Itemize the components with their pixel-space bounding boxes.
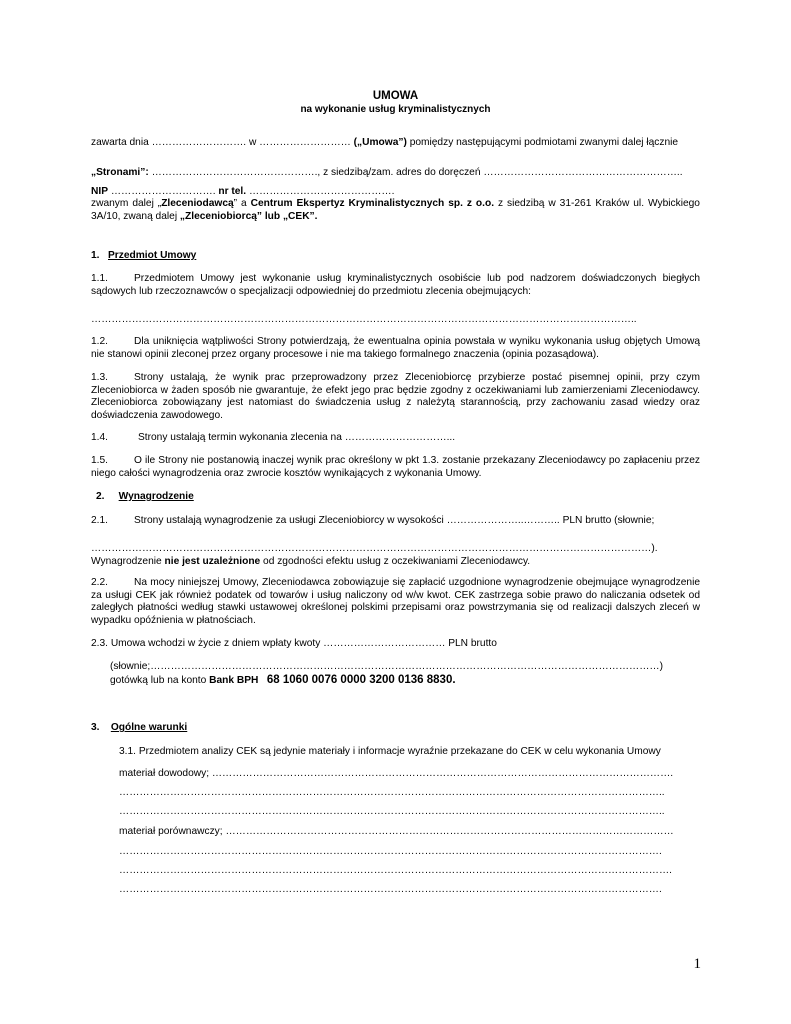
bank-name: Bank BPH [209, 675, 259, 686]
section-number: 2. [96, 491, 105, 502]
paragraph-1-1-blank-line: …………………………………………………………………………………………………………………………………………….. [91, 314, 637, 325]
zleceniobiorca-term: „Zleceniobiorcą” lub „CEK”. [179, 210, 318, 222]
paragraph-number: 1.1. [91, 273, 108, 284]
paragraph-1-3 [91, 372, 700, 422]
section-number: 1. [91, 250, 100, 261]
section-title: Ogólne warunki [110, 722, 188, 733]
paragraph-1-5 [91, 455, 700, 480]
paragraph-text: Na mocy niniejszej Umowy, Zleceniodawca zobowiązuje się zapłacić uzgodnione wynagrodzenie obejmujące wynagrodzenie za usługi CEK jak również podatek od towarów i usług naliczony od w/w kwot. CEK zastrzega sobie prawo do naliczania odsetek od zaległych płatności według stawki ustawowej określonej polskimi przepisami oraz powstrzymania się od realizacji dalszych zleceń w wypadku opóźnienia w płatnościach. [91, 577, 700, 626]
intro-parties-definition [91, 198, 700, 223]
phone-field: ……………………………………. [246, 186, 395, 197]
paragraph-2-1-blank-line: …………………………………………………………………………………………………………………………………………………). [91, 543, 658, 554]
paragraph-1-2 [91, 336, 700, 361]
paragraph-2-2 [91, 577, 700, 627]
note-text: Wynagrodzenie [91, 556, 165, 567]
section-title: Przedmiot Umowy [108, 250, 197, 261]
paragraph-2-1 [91, 515, 654, 528]
paragraph-1-4 [91, 432, 455, 445]
material-dowodowy-line: materiał dowodowy; ………………………………………………………………………………………………………………………. [119, 768, 674, 779]
blank-line: …………………………………………………………………………………………………………………………………………….. [119, 787, 665, 798]
paragraph-2-3-slownie: (słownie;……………………………………………………………………………………………………………………………………) [110, 661, 663, 672]
paragraph-text: Przedmiotem Umowy jest wykonanie usług kryminalistycznych osobiście lub pod nadzorem doświadczonych biegłych sądowych lub rzeczoznawców o specjalizacji odpowiedniej do przedmiotu zlecenia obejmujących: [91, 273, 700, 297]
blank-line: …………………………………………………………………………………………………………………………………………….. [119, 806, 665, 817]
paragraph-number: 2.1. [91, 515, 108, 526]
section-3-heading [91, 722, 187, 735]
blank-line: ………………………………………………………………………………………………………………………………………………. [119, 865, 672, 876]
zleceniodawca-term: Zleceniodawcą [161, 198, 234, 209]
intro-party-name-field: …………………………………………. [148, 167, 318, 178]
intro-line-3 [91, 186, 394, 199]
bank-account-line [110, 674, 456, 688]
intro-date-place: zawarta dnia ………………………. w ……………………… [91, 137, 354, 148]
page-number: 1 [693, 956, 701, 972]
paragraph-text: O ile Strony nie postanowią inaczej wynik prac określony w pkt 1.3. zostanie przekazany Zleceniodawcy po zapłaceniu przez niego całości wynagrodzenia oraz zwrocie kosztów wynikających z wykonania Umowy. [91, 455, 700, 479]
company-name: Centrum Ekspertyz Kryminalistycznych sp. z o.o. [250, 198, 495, 209]
section-2-heading [96, 491, 194, 504]
paragraph-2-1-note [91, 556, 530, 569]
blank-line: ……………………………………………………………………………………………………………………………………………. [119, 846, 662, 857]
paragraph-number: 1.4. [91, 432, 108, 443]
section-number: 3. [91, 722, 100, 733]
bank-account-number: 68 1060 0076 0000 3200 0136 8830. [266, 674, 456, 686]
intro-umowa-label: („Umowa”) [353, 137, 407, 148]
intro-address-text: , z siedzibą/zam. adres do doręczeń ………………………………………………….. [317, 167, 683, 178]
bank-account-label: gotówką lub na konto [110, 675, 210, 686]
paragraph-number: 2.2. [91, 577, 108, 588]
document-title: UMOWA [372, 90, 419, 102]
paragraph-text: Strony ustalają termin wykonania zlecenia na …………………………... [138, 432, 456, 443]
blank-line: ……………………………………………………………………………………………………………………………………………. [119, 884, 662, 895]
nip-field: …………………………. [107, 186, 219, 197]
company-address: z siedzibą w 31-261 Kraków ul. Wybickiego 3A/10, zwaną dalej [91, 198, 700, 222]
intro-stronami-label: „Stronami”: [91, 167, 149, 178]
paragraph-text: Strony ustalają wynagrodzenie za usługi Zleceniobiorcy w wysokości …………………..……….. PLN brutto (słownie; [134, 515, 655, 526]
nip-label: NIP [91, 186, 108, 197]
section-1-heading [91, 250, 196, 263]
intro-line-2 [91, 167, 683, 180]
note-text: od zgodności efektu usług z oczekiwaniami Zleceniodawcy. [260, 556, 531, 567]
paragraph-1-1 [91, 273, 700, 298]
intro-text: ” a [233, 198, 251, 209]
material-porownawczy-line: materiał porównawczy; …………………………………………………………………………………………………………………… [119, 826, 674, 837]
paragraph-3-1: 3.1. Przedmiotem analizy CEK są jedynie materiały i informacje wyraźnie przekazane do CEK w celu wykonania Umowy [119, 746, 661, 757]
phone-label: nr tel. [218, 186, 247, 197]
paragraph-text: Dla uniknięcia wątpliwości Strony potwierdzają, że ewentualna opinia powstała w wyniku wykonania usług objętych Umową nie stanowi opinii zleconej przez organy procesowe i nie ma takiego formalnego znaczenia (opinia pozasądowa). [91, 336, 700, 360]
document-subtitle: na wykonanie usług kryminalistycznych [300, 104, 491, 115]
intro-text: zwanym dalej „ [91, 198, 162, 209]
note-emphasis: nie jest uzależnione [164, 556, 261, 567]
section-title: Wynagrodzenie [118, 491, 194, 502]
paragraph-number: 1.3. [91, 372, 108, 383]
paragraph-number: 1.2. [91, 336, 108, 347]
intro-parties-text: pomiędzy następującymi podmiotami zwanymi dalej łącznie [406, 137, 679, 148]
paragraph-number: 1.5. [91, 455, 108, 466]
intro-line-1 [91, 137, 678, 150]
paragraph-text: Strony ustalają, że wynik prac przeprowadzony przez Zleceniobiorcę przybierze postać pisemnej opinii, przy czym Zleceniobiorca w żaden sposób nie gwarantuje, że efekt jego prac będzie zgodny z oczekiwaniami lub zamierzeniami Zleceniodawcy. Zleceniobiorca zobowiązany jest natomiast do świadczenia usług z należytą starannością, przy zachowaniu zasad wiedzy oraz doświadczenia zawodowego. [91, 372, 700, 421]
paragraph-2-3: 2.3. Umowa wchodzi w życie z dniem wpłaty kwoty ……………………………… PLN brutto [91, 638, 497, 649]
